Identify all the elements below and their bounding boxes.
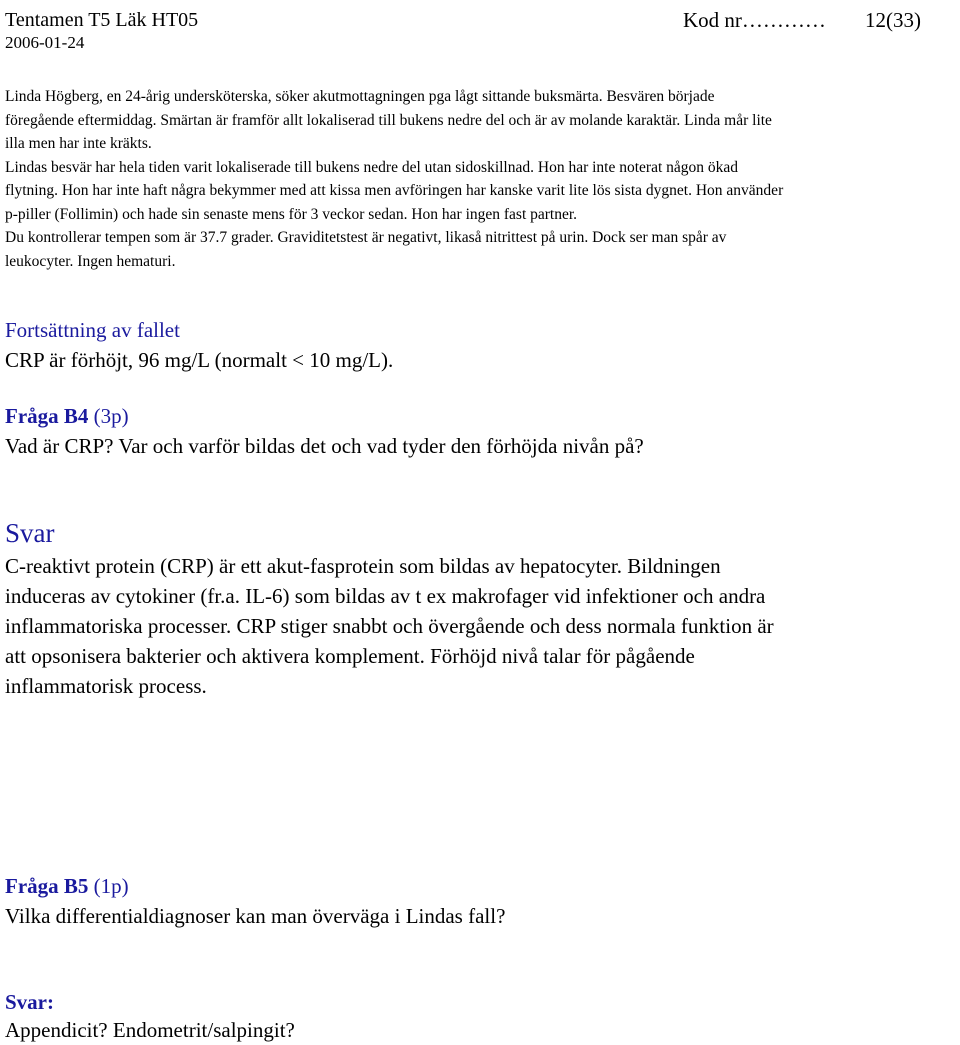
page-number: 12(33): [865, 8, 921, 32]
question-b5-label: Fråga B5: [5, 874, 89, 898]
case-line: flytning. Hon har inte haft några bekymmer med att kissa men avföringen har kanske varit lite lös sista dygnet. Hon använder: [5, 182, 784, 199]
question-b4-text: Vad är CRP? Var och varför bildas det och vad tyder den förhöjda nivån på?: [5, 434, 644, 458]
answer-b4-text: [5, 551, 955, 701]
case-line: Linda Högberg, en 24-årig undersköterska, söker akutmottagningen pga lågt sittande buksmärta. Besvären började: [5, 88, 715, 105]
exam-title: Tentamen T5 Läk HT05: [5, 9, 199, 31]
answer-line: inflammatorisk process.: [5, 674, 207, 698]
question-b4-label: Fråga B4: [5, 404, 89, 428]
answer-line: C-reaktivt protein (CRP) är ett akut-fasprotein som bildas av hepatocyter. Bildningen: [5, 554, 721, 578]
case-line: Du kontrollerar tempen som är 37.7 grader. Graviditetstest är negativt, likaså nitrittest på urin. Dock ser man spår av: [5, 229, 727, 246]
answer-line: inflammatoriska processer. CRP stiger snabbt och övergående och dess normala funktion är: [5, 614, 774, 638]
question-b4-title: [5, 401, 129, 431]
answer-b5-text: Appendicit? Endometrit/salpingit?: [5, 1018, 295, 1042]
case-description: [5, 85, 955, 273]
case-line: p-piller (Follimin) och hade sin senaste mens för 3 veckor sedan. Hon har ingen fast partner.: [5, 205, 578, 223]
question-b5-points: (1p): [88, 874, 129, 898]
case-line: föregående eftermiddag. Smärtan är framför allt lokaliserad till bukens nedre del och är av molande karaktär. Linda mår lite: [5, 111, 772, 129]
kod-number-field: Kod nr…………: [683, 8, 826, 32]
case-line: Lindas besvär har hela tiden varit lokaliserade till bukens nedre del utan sidoskillnad. Hon har inte noterat någon ökad: [5, 158, 739, 176]
answer-line: induceras av cytokiner (fr.a. IL-6) som bildas av t ex makrofager vid infektioner och andra: [5, 584, 766, 608]
case-line: leukocyter. Ingen hematuri.: [5, 252, 176, 270]
question-b4-points: (3p): [88, 404, 129, 428]
answer-b5-heading: Svar:: [5, 990, 54, 1014]
case-line: illa men har inte kräkts.: [5, 135, 152, 152]
answer-line: att opsonisera bakterier och aktivera komplement. Förhöjd nivå talar för pågående: [5, 644, 695, 668]
question-b5-title: [5, 871, 129, 901]
question-b5-text: Vilka differentialdiagnoser kan man överväga i Lindas fall?: [5, 904, 506, 928]
continuation-heading: Fortsättning av fallet: [5, 318, 180, 342]
exam-date: 2006-01-24: [5, 33, 85, 52]
continuation-text: CRP är förhöjt, 96 mg/L (normalt < 10 mg/L).: [5, 348, 394, 372]
answer-b4-heading: Svar: [5, 518, 55, 548]
